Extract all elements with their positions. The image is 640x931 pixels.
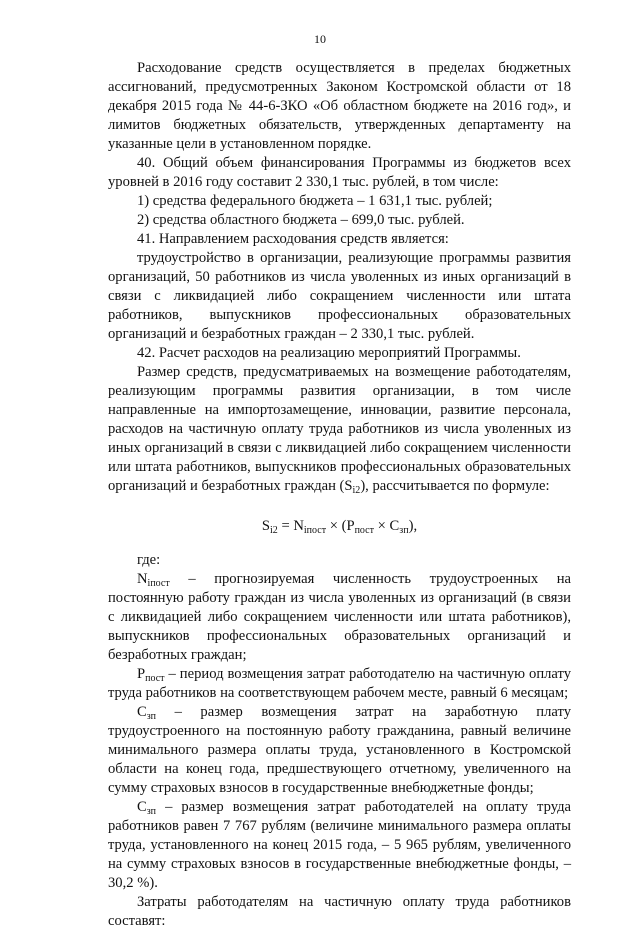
page-number: 10	[314, 32, 326, 46]
list-item-federal: 1) средства федерального бюджета – 1 631,1 тыс. рублей;	[137, 193, 493, 209]
paragraph-size-of-funds	[108, 363, 571, 496]
paragraph-40-total: 40. Общий объем финансирования Программы из бюджетов всех уровней в 2016 году составит 2 330,1 тыс. рублей, в том числе:	[108, 155, 571, 190]
definition-p: $P_{пост}$ – период возмещения затрат работодателю на частичную оплату труда работников на соответствующем рабочем месте, равный 6 месяцам;	[108, 666, 571, 701]
definition-c: $C_{зп}$ – размер возмещения затрат на заработную плату трудоустроенного на постоянную работу гражданина, равный величине минимального размера оплаты труда, установленного в Костромской области на конец года, предшествующего отчетному, увеличенного на сумму страховых взносов в государственные внебюджетные фонды;	[108, 704, 571, 796]
subscript: i2	[352, 485, 361, 496]
paragraph-42-heading: 42. Расчет расходов на реализацию мероприятий Программы.	[137, 345, 521, 361]
paragraph-employment: трудоустройство в организации, реализующие программы развития организаций, 50 работников из числа уволенных из иных организаций в связи с ликвидацией либо сокращением численности или штата работников, выпускников профессиональных образовательных организаций и безработных граждан – 2 330,1 тыс. рублей.	[108, 250, 571, 342]
formula: $S_{i2} = N_{iпост} \times (P_{пост} \times C_{зп})$,	[261, 518, 418, 536]
paragraph-41-direction: 41. Направлением расходования средств является:	[137, 231, 449, 247]
paragraph-size-text-end: ), рассчитывается по формуле:	[360, 478, 550, 494]
list-item-regional: 2) средства областного бюджета – 699,0 тыс. рублей.	[137, 212, 465, 228]
document-body	[108, 59, 571, 931]
definition-c-amount: $C_{зп}$ – размер возмещения затрат работодателей на оплату труда работников равен 7 767 рублям (величине минимального размера оплаты труда, установленного на конец 2015 года, – 5 965 рублям, увеличенного на сумму страховых взносов в государственные внебюджетные фонды, – 30,2 %).	[108, 799, 571, 891]
paragraph-size-text: Размер средств, предусматриваемых на возмещение работодателям, реализующим программы развития организации, в том числе направленные на импортозамещение, инновации, развитие персонала, расходов на частичную оплату труда работников из числа уволенных из иных организаций в связи с ликвидацией либо сокращением численности или штата работников, выпускников профессиональных образовательных организаций и безработных граждан (S	[108, 364, 571, 494]
definition-n: $N_{iпост}$ – прогнозируемая численность трудоустроенных на постоянную работу граждан из числа уволенных из организаций (в связи с ликвидацией либо сокращением численности или штата работников), выпускников профессиональных образовательных организаций и безработных граждан;	[108, 571, 571, 663]
paragraph-final: Затраты работодателям на частичную оплату труда работников составят:	[108, 894, 571, 929]
where-label: где:	[137, 552, 161, 568]
paragraph-funding-source: Расходование средств осуществляется в пределах бюджетных ассигнований, предусмотренных Законом Костромской области от 18 декабря 2015 года № 44-6-ЗКО «Об областном бюджете на 2016 год», и лимитов бюджетных обязательств, утвержденных департаменту на указанные цели в установленном порядке.	[108, 60, 571, 152]
